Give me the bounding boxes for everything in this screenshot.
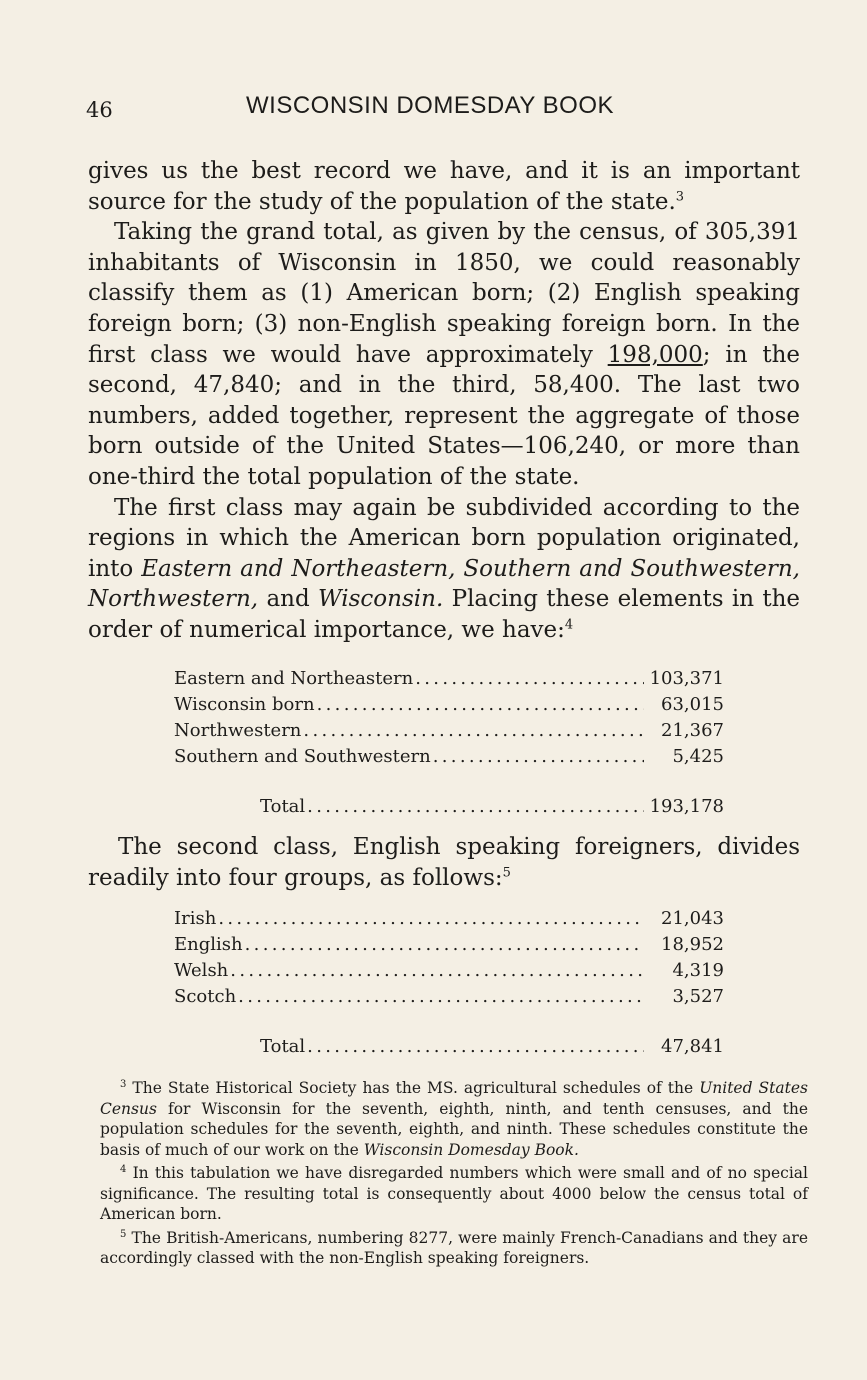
paragraph-3-text-a: The first class may again be subdivided according to the regions in which the American born population originated, into bbox=[88, 494, 800, 582]
row-label: Southern and Southwestern bbox=[174, 746, 431, 767]
table-row bbox=[174, 666, 724, 692]
paragraph-3 bbox=[88, 493, 800, 646]
footnote-ref-4: 4 bbox=[564, 617, 574, 633]
leader-dots bbox=[303, 718, 644, 744]
leader-dots bbox=[245, 932, 644, 958]
footnote-3-text-b: for Wisconsin for the seventh, eighth, ninth, and tenth censuses, and the population schedules for the seventh, eighth, and ninth. These schedules constitute the basis of much of our work on the bbox=[100, 1099, 808, 1159]
footnote-4-text: In this tabulation we have disregarded numbers which were small and of no special significance. The resulting total is consequently about 4000 below the census total of American born. bbox=[100, 1164, 808, 1223]
paragraph-3-italic-wisconsin: Wisconsin. bbox=[318, 586, 444, 613]
table-row bbox=[174, 692, 724, 718]
table-row bbox=[174, 744, 724, 770]
total-label: Total bbox=[260, 1036, 306, 1057]
row-label: Scotch bbox=[174, 986, 237, 1007]
paragraph-2 bbox=[88, 217, 800, 492]
footnote-3 bbox=[100, 1078, 808, 1160]
footnote-5-text: The British-Americans, numbering 8277, were mainly French-Canadians and they are accordingly classed with the non-English speaking foreigners. bbox=[100, 1228, 808, 1267]
row-value: 4,319 bbox=[672, 960, 724, 981]
leader-dots bbox=[230, 958, 644, 984]
table-row bbox=[174, 932, 724, 958]
row-label: Northwestern bbox=[174, 720, 302, 741]
footnote-3-italic-book: Wisconsin Domesday Book. bbox=[363, 1140, 579, 1159]
paragraph-2-text-c: ; in the second, 47,840; and in the third, 58,400. The last two numbers, added together, represent the aggregate of those born outside of the United States—106,240, or more than one-third the total population of the state. bbox=[88, 341, 800, 490]
row-value: 5,425 bbox=[672, 746, 724, 767]
paragraph-4-text: The second class, English speaking foreigners, divides readily into four groups, as follows: bbox=[88, 834, 800, 891]
leader-dots bbox=[238, 984, 644, 1010]
american-born-table bbox=[174, 666, 724, 820]
row-value: 21,367 bbox=[661, 720, 724, 741]
table-row bbox=[174, 718, 724, 744]
page-header bbox=[86, 92, 806, 128]
table-total-row bbox=[174, 1034, 724, 1060]
paragraph-4 bbox=[88, 832, 800, 893]
running-head: WISCONSIN DOMESDAY BOOK bbox=[246, 92, 614, 119]
leader-dots bbox=[317, 692, 644, 718]
leader-dots bbox=[415, 666, 644, 692]
row-value: 3,527 bbox=[672, 986, 724, 1007]
body-text-2 bbox=[88, 832, 800, 893]
footnotes bbox=[100, 1078, 808, 1272]
underlined-number: 198,000 bbox=[607, 341, 703, 368]
footnote-ref-3: 3 bbox=[675, 188, 685, 204]
leader-dots bbox=[218, 906, 644, 932]
page-number: 46 bbox=[86, 98, 113, 122]
leader-dots bbox=[307, 1034, 644, 1060]
table-total-row bbox=[174, 794, 724, 820]
row-label: Irish bbox=[174, 908, 217, 929]
leader-dots bbox=[307, 794, 644, 820]
row-label: Wisconsin born bbox=[174, 694, 315, 715]
paragraph-2-text-a: Taking the grand total, as given by the census, of 305,391 inhabitants of Wisconsin in 1850, we could reasonably classify them as (1) American born; (2) English speaking foreign born; (3) non-English speaking foreign born. In the first class we would have approximately bbox=[88, 219, 800, 368]
paragraph-1-text: gives us the best record we have, and it is an important source for the study of the population of the state. bbox=[88, 158, 800, 215]
row-label: Welsh bbox=[174, 960, 229, 981]
english-speaking-table bbox=[174, 906, 724, 1060]
leader-dots bbox=[433, 744, 644, 770]
footnote-number: 3 bbox=[120, 1078, 127, 1090]
footnote-3-italic-census: United States Census bbox=[100, 1079, 808, 1118]
total-label: Total bbox=[260, 796, 306, 817]
row-value: 18,952 bbox=[661, 934, 724, 955]
row-label: Eastern and Northeastern bbox=[174, 668, 414, 689]
row-value: 21,043 bbox=[661, 908, 724, 929]
table-row bbox=[174, 984, 724, 1010]
total-value: 193,178 bbox=[649, 796, 724, 817]
body-text bbox=[88, 156, 800, 646]
row-label: English bbox=[174, 934, 243, 955]
paragraph-3-text-b: and bbox=[258, 586, 319, 613]
total-value: 47,841 bbox=[661, 1036, 724, 1057]
footnote-number: 4 bbox=[120, 1163, 127, 1175]
paragraph-3-italic-regions: Eastern and Northeastern, Southern and Southwestern, Northwestern, bbox=[88, 555, 800, 613]
footnote-5 bbox=[100, 1228, 808, 1269]
paragraph-1 bbox=[88, 156, 800, 217]
table-row bbox=[174, 958, 724, 984]
row-value: 103,371 bbox=[649, 668, 724, 689]
row-value: 63,015 bbox=[661, 694, 724, 715]
footnote-number: 5 bbox=[120, 1228, 127, 1240]
footnote-ref-5: 5 bbox=[502, 864, 511, 880]
paragraph-3-text-c: Placing these elements in the order of numerical importance, we have: bbox=[88, 586, 801, 643]
footnote-3-text-a: The State Historical Society has the MS. agricultural schedules of the bbox=[132, 1079, 700, 1097]
footnote-4 bbox=[100, 1163, 808, 1225]
table-row bbox=[174, 906, 724, 932]
